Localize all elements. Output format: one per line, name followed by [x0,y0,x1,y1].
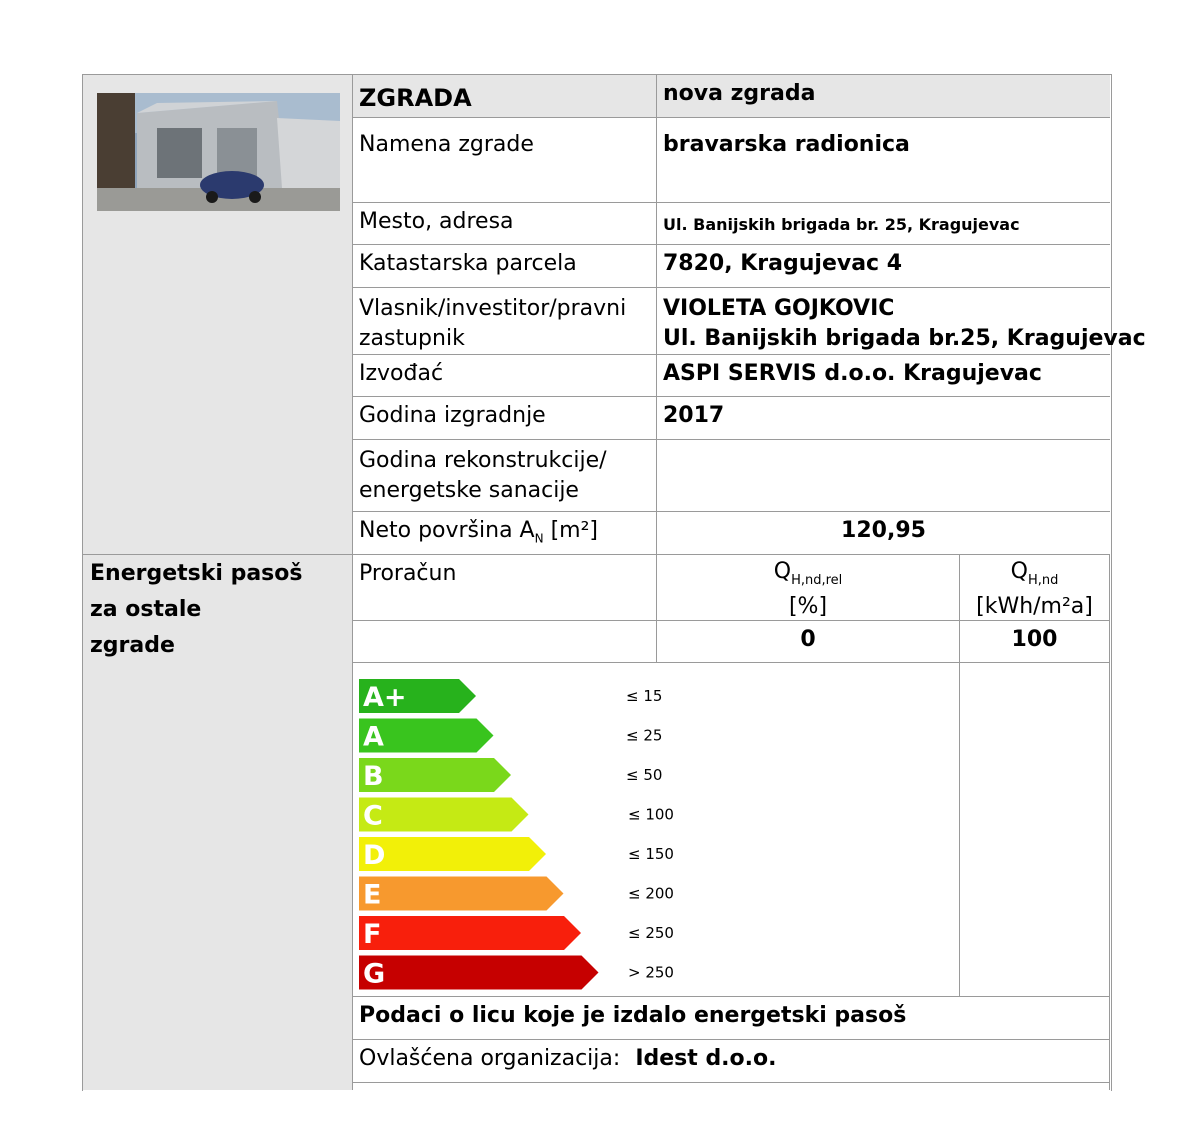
q-header [976,559,1093,620]
purpose-value: bravarska radionica [656,118,1110,203]
reconstruction-label-line2: energetske sanacije [359,478,579,503]
reconstruction-label-line1: Godina rekonstrukcije/ [359,448,607,473]
net-area-value: 120,95 [656,512,1110,555]
net-area-label-unit: [m²] [543,518,599,543]
net-area-label-sub: N [534,531,544,546]
rating-bar-d [359,837,546,871]
reconstruction-year-label [352,440,656,512]
address-label: Mesto, adresa [352,203,656,245]
rating-class-label: D [363,840,386,871]
q-rel-header [774,559,843,620]
rating-class-label: A+ [363,682,407,713]
issuer-org-value: Idest d.o.o. [635,1046,777,1071]
rating-class-label: E [363,879,382,911]
calculation-empty-cell [352,621,656,663]
net-area-label [352,512,656,555]
energy-rating-chart [353,663,959,996]
q-rel-value: 0 [656,621,959,663]
q-symbol: Q [1010,559,1028,584]
cadastral-value: 7820, Kragujevac 4 [656,245,1110,288]
issuer-heading: Podaci o licu koje je izdalo energetski pasoš [352,997,1110,1040]
energy-rating-scale [352,663,959,997]
rating-bar-f [359,916,581,950]
issuer-org-row [352,1040,1110,1083]
passport-title-line1: Energetski pasoš [90,561,303,586]
rating-threshold-label: ≤ 250 [628,924,674,942]
address-value: Ul. Banijskih brigada br. 25, Kragujevac [656,203,1110,245]
rating-threshold-label: ≤ 50 [626,766,663,784]
owner-value [656,288,1146,355]
calc-col2-header [959,555,1110,621]
calculation-label: Proračun [352,555,656,621]
owner-label-line2: zastupnik [359,326,465,351]
building-photo-image [97,93,340,211]
q-value: 100 [959,621,1110,663]
purpose-label: Namena zgrade [352,118,656,203]
owner-address: Ul. Banijskih brigada br.25, Kragujevac [663,326,1146,351]
issuer-next-row [352,1083,1110,1090]
left-divider [82,554,352,555]
rating-class-label: C [363,800,383,832]
reconstruction-year-value [656,440,1110,512]
rating-threshold-label: ≤ 200 [628,884,674,903]
building-header-label: ZGRADA [352,75,656,118]
owner-label [352,288,656,355]
q-subscript: H,nd [1027,573,1059,588]
owner-label-line1: Vlasnik/investitor/pravni [359,296,627,321]
net-area-label-main: Neto površina A [359,518,535,543]
rating-bar-c [359,798,529,832]
rating-class-label: F [363,919,382,950]
rating-threshold-label: ≤ 25 [626,726,663,745]
rating-bar-g [359,956,599,990]
building-header-value: nova zgrada [656,75,1110,118]
owner-name: VIOLETA GOJKOVIC [663,296,895,321]
passport-title [90,556,340,664]
issuer-org-label: Ovlašćena organizacija: [359,1046,621,1071]
rating-bar-e [359,877,564,911]
contractor-value: ASPI SERVIS d.o.o. Kragujevac [656,355,1110,397]
building-photo [97,93,340,211]
q-rel-symbol: Q [773,559,792,584]
construction-year-value: 2017 [656,397,1110,440]
passport-title-line3: zgrade [90,633,175,658]
q-rel-unit: [%] [788,594,828,619]
construction-year-label: Godina izgradnje [352,397,656,440]
calc-col1-header [656,555,959,621]
rating-threshold-label: ≤ 15 [626,687,663,705]
contractor-label: Izvođać [352,355,656,397]
rating-indicator-cell [959,663,1110,997]
rating-class-label: A [363,721,384,753]
rating-class-label: B [363,761,384,792]
rating-class-label: G [363,958,386,990]
q-unit: [kWh/m²a] [976,594,1093,619]
q-rel-subscript: H,nd,rel [791,573,843,588]
rating-threshold-label: ≤ 100 [628,805,674,824]
rating-threshold-label: ≤ 150 [628,845,674,863]
passport-title-line2: za ostale [90,597,202,622]
cadastral-label: Katastarska parcela [352,245,656,288]
rating-threshold-label: > 250 [628,963,674,982]
